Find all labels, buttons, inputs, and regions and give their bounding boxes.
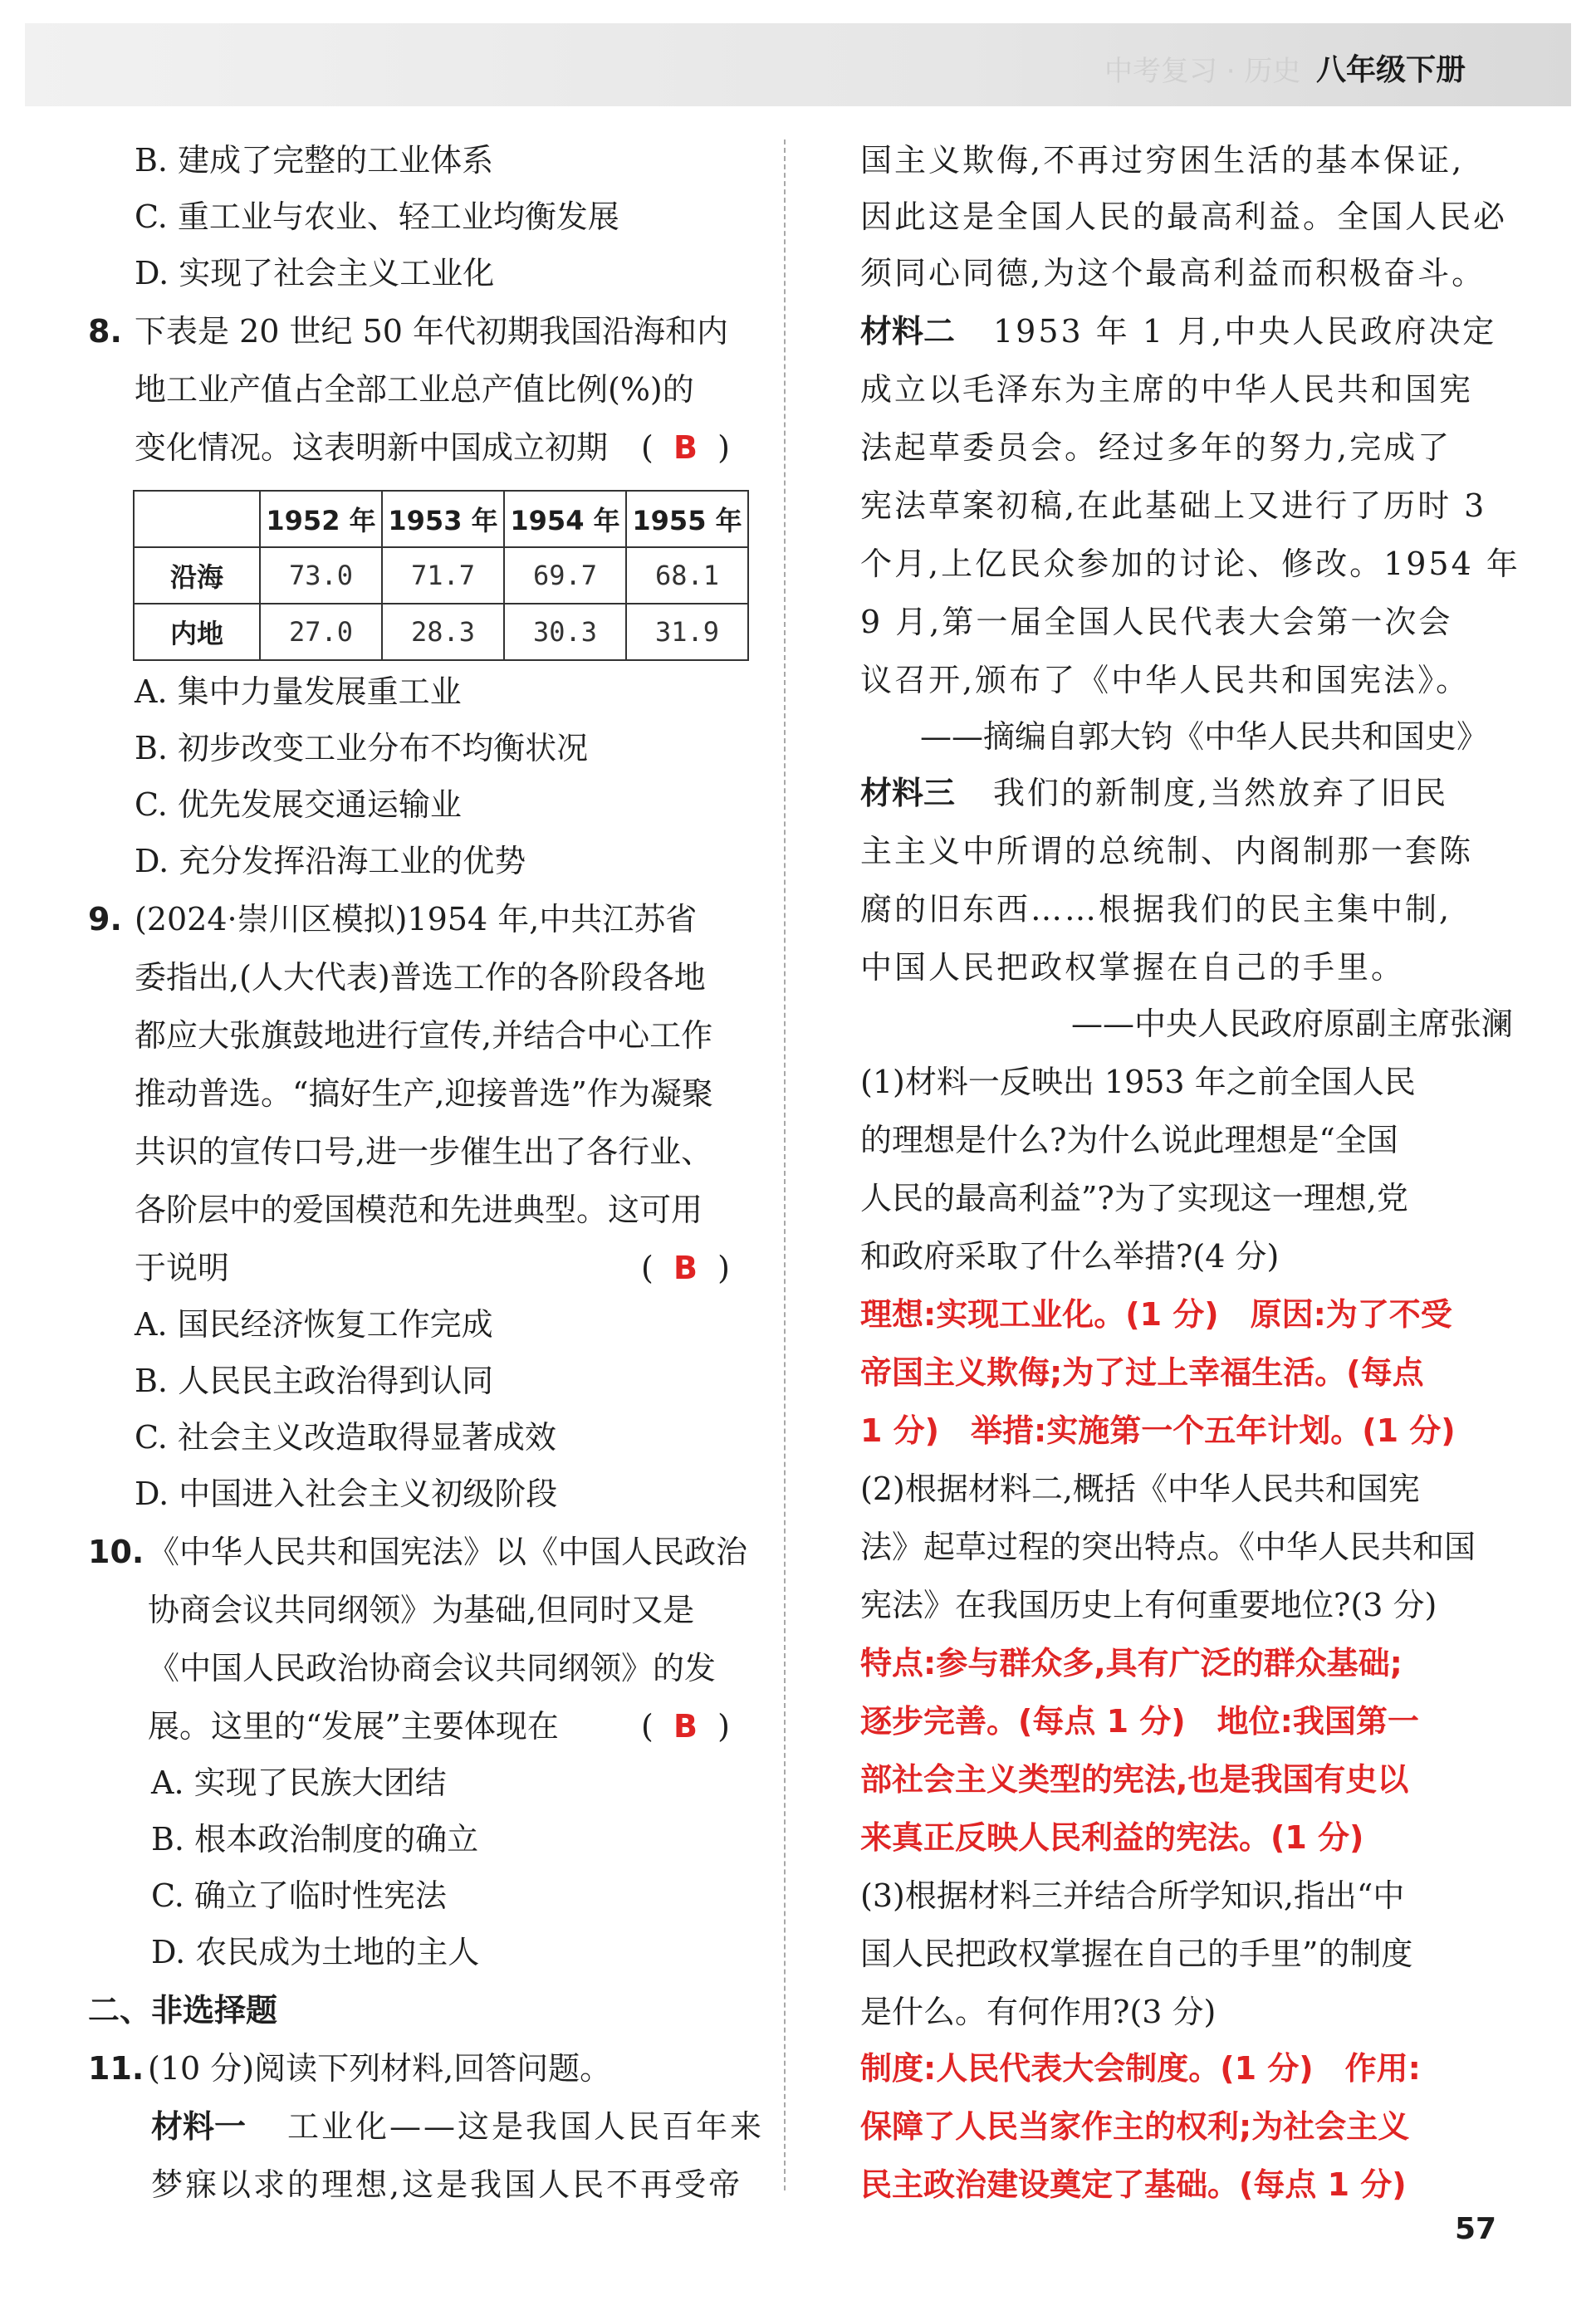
q8-answer: B <box>673 429 698 466</box>
q7-option-b: B. 建成了完整的工业体系 <box>135 142 494 179</box>
q10-stem-line: 《中华人民共和国宪法》以《中国人民政治 <box>148 1534 748 1570</box>
sub-question-2-line: 宪法》在我国历史上有何重要地位?(3 分) <box>860 1587 1437 1623</box>
q8-data-table <box>133 490 749 661</box>
sub-question-3-line: (3)根据材料三并结合所学知识,指出“中 <box>860 1877 1405 1914</box>
q9-option-a: A. 国民经济恢复工作完成 <box>135 1306 493 1343</box>
material-3-line: 腐的旧东西……根据我们的民主集中制, <box>860 891 1452 928</box>
q9-stem-line: 各阶层中的爱国模范和先进典型。这可用 <box>135 1192 703 1228</box>
q9-stem-line: (2024·崇川区模拟)1954 年,中共江苏省 <box>135 901 698 937</box>
table-cell: 27.0 <box>260 604 382 660</box>
answer-3-line: 民主政治建设奠定了基础。(每点 1 分) <box>860 2166 1407 2203</box>
material-1-continued-line: 因此这是全国人民的最高利益。全国人民必 <box>860 198 1508 235</box>
table-row <box>134 604 748 660</box>
material-1-line: 梦寐以求的理想,这是我国人民不再受帝 <box>151 2166 743 2203</box>
material-2-line: 1953 年 1 月,中央人民政府决定 <box>993 313 1497 350</box>
q9-number: 9. <box>88 901 122 937</box>
answer-3-line: 制度:人民代表大会制度。(1 分) 作用: <box>860 2050 1421 2087</box>
q9-answer-bracket: ( B ) <box>641 1250 730 1286</box>
sub-question-3-line: 国人民把政权掌握在自己的手里”的制度 <box>860 1936 1413 1972</box>
table-header-row <box>134 491 748 547</box>
material-3-label: 材料三 <box>860 775 956 811</box>
q8-answer-bracket: ( B ) <box>641 429 730 466</box>
q8-option-b: B. 初步改变工业分布不均衡状况 <box>135 730 589 766</box>
q8-stem-line: 下表是 20 世纪 50 年代初期我国沿海和内 <box>135 313 729 350</box>
material-3-line: 主主义中所谓的总统制、内阁制那一套陈 <box>860 833 1474 869</box>
table-cell: 69.7 <box>504 547 626 604</box>
table-row-label: 内地 <box>134 604 260 660</box>
answer-1-line: 理想:实现工业化。(1 分) 原因:为了不受 <box>860 1296 1452 1333</box>
page-number: 57 <box>1455 2212 1497 2246</box>
answer-2-line: 来真正反映人民利益的宪法。(1 分) <box>860 1819 1364 1856</box>
table-cell: 73.0 <box>260 547 382 604</box>
answer-3-line: 保障了人民当家作主的权利;为社会主义 <box>860 2108 1410 2145</box>
q9-answer: B <box>673 1250 698 1286</box>
material-2-line: 个月,上亿民众参加的讨论、修改。1954 年 <box>860 546 1520 582</box>
q9-stem-line: 于说明 <box>135 1250 230 1286</box>
q9-stem-line: 推动普选。“搞好生产,迎接普选”作为凝聚 <box>135 1075 713 1112</box>
sub-question-1-line: 和政府采取了什么举措?(4 分) <box>860 1238 1280 1275</box>
material-1-label: 材料一 <box>151 2108 247 2145</box>
q10-answer: B <box>673 1708 698 1745</box>
sub-question-2-line: 法》起草过程的突出特点。《中华人民共和国 <box>860 1529 1476 1565</box>
material-2-line: 宪法草案初稿,在此基础上又进行了历时 3 <box>860 487 1487 524</box>
header-grade-label: 八年级下册 <box>1316 53 1466 87</box>
answer-1-line: 1 分) 举措:实施第一个五年计划。(1 分) <box>860 1412 1456 1449</box>
q8-stem-line: 变化情况。这表明新中国成立初期 <box>135 429 609 466</box>
table-cell: 71.7 <box>382 547 504 604</box>
q10-stem-line: 《中国人民政治协商会议共同纲领》的发 <box>148 1650 717 1686</box>
answer-1-line: 帝国主义欺侮;为了过上幸福生活。(每点 <box>860 1354 1424 1391</box>
section-heading: 二、非选择题 <box>88 1992 278 2029</box>
material-3-line: 我们的新制度,当然放弃了旧民 <box>993 775 1449 811</box>
material-3-source: ——中央人民政府原副主席张澜 <box>1071 1006 1514 1042</box>
table-cell: 31.9 <box>626 604 748 660</box>
q11-intro: (10 分)阅读下列材料,回答问题。 <box>148 2050 612 2087</box>
q10-stem-line: 展。这里的“发展”主要体现在 <box>148 1708 559 1745</box>
material-3-line: 中国人民把政权掌握在自己的手里。 <box>860 949 1406 986</box>
answer-2-line: 逐步完善。(每点 1 分) 地位:我国第一 <box>860 1703 1419 1740</box>
material-1-line: 工业化——这是我国人民百年来 <box>287 2108 765 2145</box>
q7-option-d: D. 实现了社会主义工业化 <box>135 255 495 291</box>
material-2-line: 议召开,颁布了《中华人民共和国宪法》。 <box>860 662 1471 698</box>
q10-option-a: A. 实现了民族大团结 <box>151 1764 447 1801</box>
q8-option-c: C. 优先发展交通运输业 <box>135 786 462 823</box>
table-corner-cell <box>134 491 260 547</box>
material-2-label: 材料二 <box>860 313 956 350</box>
q8-option-a: A. 集中力量发展重工业 <box>135 673 462 710</box>
material-1-continued-line: 须同心同德,为这个最高利益而积极奋斗。 <box>860 255 1486 291</box>
table-row <box>134 547 748 604</box>
table-cell: 30.3 <box>504 604 626 660</box>
q9-stem-line: 委指出,(人大代表)普选工作的各阶段各地 <box>135 959 706 996</box>
answer-2-line: 特点:参与群众多,具有广泛的群众基础; <box>860 1645 1403 1681</box>
material-2-source: ——摘编自郭大钧《中华人民共和国史》 <box>920 718 1489 755</box>
sub-question-3-line: 是什么。有何作用?(3 分) <box>860 1994 1217 2030</box>
q9-option-c: C. 社会主义改造取得显著成效 <box>135 1419 556 1456</box>
answer-2-line: 部社会主义类型的宪法,也是我国有史以 <box>860 1761 1409 1798</box>
column-divider <box>784 139 786 2190</box>
q11-number: 11. <box>88 2050 144 2087</box>
table-header-cell: 1953 年 <box>382 491 504 547</box>
q10-stem-line: 协商会议共同纲领》为基础,但同时又是 <box>148 1592 695 1628</box>
sub-question-1-line: 人民的最高利益”?为了实现这一理想,党 <box>860 1180 1408 1216</box>
material-2-line: 9 月,第一届全国人民代表大会第一次会 <box>860 604 1453 640</box>
q9-stem-line: 都应大张旗鼓地进行宣传,并结合中心工作 <box>135 1017 713 1054</box>
sub-question-1-line: 的理想是什么?为什么说此理想是“全国 <box>860 1122 1398 1158</box>
table-header-cell: 1952 年 <box>260 491 382 547</box>
sub-question-1-line: (1)材料一反映出 1953 年之前全国人民 <box>860 1064 1416 1100</box>
q8-number: 8. <box>88 313 122 350</box>
material-2-line: 法起草委员会。经过多年的努力,完成了 <box>860 429 1452 466</box>
q10-option-d: D. 农民成为土地的主人 <box>151 1934 480 1970</box>
q8-option-d: D. 充分发挥沿海工业的优势 <box>135 843 526 879</box>
q10-option-b: B. 根本政治制度的确立 <box>151 1821 479 1857</box>
q9-option-b: B. 人民民主政治得到认同 <box>135 1363 494 1399</box>
header-faint-title: 中考复习 · 历史 <box>1104 55 1301 88</box>
table-header-cell: 1955 年 <box>626 491 748 547</box>
q10-answer-bracket: ( B ) <box>641 1708 730 1745</box>
table-cell: 28.3 <box>382 604 504 660</box>
q10-option-c: C. 确立了临时性宪法 <box>151 1877 447 1914</box>
table-cell: 68.1 <box>626 547 748 604</box>
q10-number: 10. <box>88 1534 144 1570</box>
q9-option-d: D. 中国进入社会主义初级阶段 <box>135 1476 558 1512</box>
q8-stem-line: 地工业产值占全部工业总产值比例(%)的 <box>135 371 694 408</box>
table-header-cell: 1954 年 <box>504 491 626 547</box>
sub-question-2-line: (2)根据材料二,概括《中华人民共和国宪 <box>860 1471 1420 1507</box>
material-2-line: 成立以毛泽东为主席的中华人民共和国宪 <box>860 371 1474 408</box>
material-1-continued-line: 国主义欺侮,不再过穷困生活的基本保证, <box>860 142 1465 179</box>
table-row-label: 沿海 <box>134 547 260 604</box>
q9-stem-line: 共识的宣传口号,进一步催生出了各行业、 <box>135 1133 713 1170</box>
q7-option-c: C. 重工业与农业、轻工业均衡发展 <box>135 198 619 235</box>
